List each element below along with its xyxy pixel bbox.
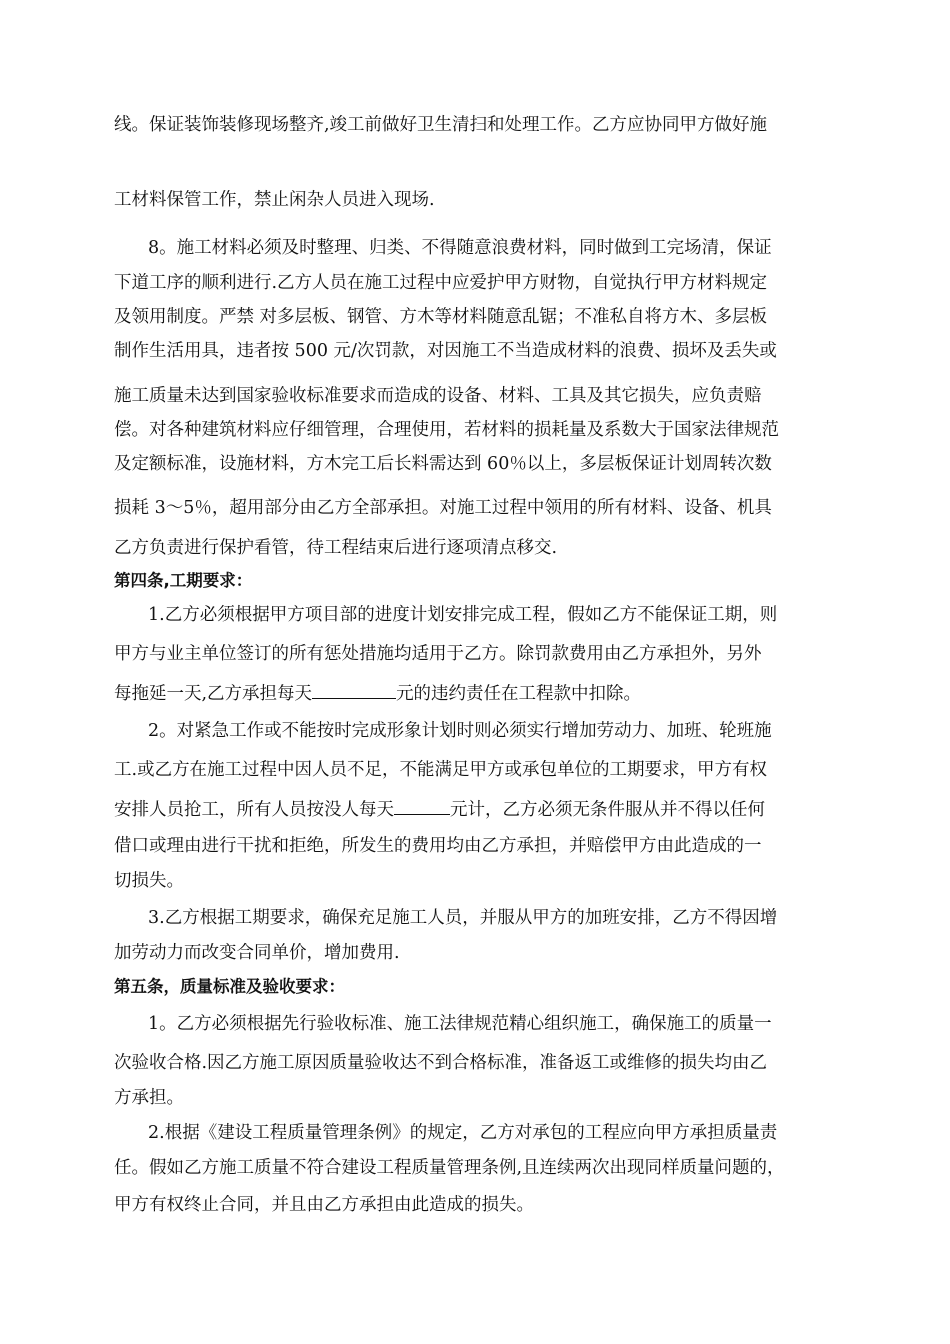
text-line: 损耗 3～5％，超用部分由乙方全部承担。对施工过程中领用的所有材料、设备、机具 (114, 498, 772, 518)
text-line: 加劳动力而改变合同单价，增加费用. (114, 943, 400, 963)
section-heading: 第四条,工期要求： (114, 571, 253, 590)
fill-in-blank[interactable] (312, 684, 396, 699)
text-line: 2。对紧急工作或不能按时完成形象计划时则必须实行增加劳动力、加班、轮班施 (148, 721, 772, 741)
text-line: 次验收合格.因乙方施工原因质量验收达不到合格标准，准备返工或维修的损失均由乙 (114, 1053, 768, 1073)
text-line: 2.根据《建设工程质量管理条例》的规定，乙方对承包的工程应向甲方承担质量责 (148, 1123, 778, 1143)
text-line: 偿。对各种建筑材料应仔细管理，合理使用，若材料的损耗量及系数大于国家法律规范 (114, 420, 779, 440)
text-line: 甲方有权终止合同，并且由乙方承担由此造成的损失。 (114, 1195, 534, 1215)
text-line: 甲方与业主单位签订的所有惩处措施均适用于乙方。除罚款费用由乙方承担外，另外 (114, 644, 762, 664)
text-line: 施工质量未达到国家验收标准要求而造成的设备、材料、工具及其它损失，应负责赔 (114, 386, 762, 406)
text-line-with-blank (114, 684, 641, 704)
fill-in-blank[interactable] (394, 800, 450, 815)
text-line: 及定额标准，设施材料，方木完工后长料需达到 60％以上，多层板保证计划周转次数 (114, 454, 772, 474)
text-line: 制作生活用具，违者按 500 元/次罚款，对因施工不当造成材料的浪费、损坏及丢失或 (114, 341, 777, 361)
text-line: 3.乙方根据工期要求，确保充足施工人员，并服从甲方的加班安排，乙方不得因增 (148, 908, 778, 928)
text-line: 工材料保管工作，禁止闲杂人员进入现场. (114, 190, 435, 210)
text-line: 工.或乙方在施工过程中因人员不足，不能满足甲方或承包单位的工期要求，甲方有权 (114, 760, 768, 780)
text-segment: 元计，乙方必须无条件服从并不得以任何 (450, 800, 765, 820)
text-segment: 元的违约责任在工程款中扣除。 (396, 684, 642, 704)
text-line: 1.乙方必须根据甲方项目部的进度计划安排完成工程，假如乙方不能保证工期，则 (148, 605, 778, 625)
text-line: 8。施工材料必须及时整理、归类、不得随意浪费材料，同时做到工完场清，保证 (148, 238, 772, 258)
text-segment: 安排人员抢工，所有人员按没人每天 (114, 800, 394, 820)
text-line: 1。乙方必须根据先行验收标准、施工法律规范精心组织施工，确保施工的质量一 (148, 1014, 772, 1034)
text-line: 乙方负责进行保护看管，待工程结束后进行逐项清点移交. (114, 538, 558, 558)
text-line: 线。保证装饰装修现场整齐,竣工前做好卫生清扫和处理工作。乙方应协同甲方做好施 (114, 115, 768, 135)
text-line: 任。假如乙方施工质量不符合建设工程质量管理条例,且连续两次出现同样质量问题的， (114, 1158, 785, 1178)
text-line: 切损失。 (114, 871, 184, 891)
section-heading: 第五条，质量标准及验收要求： (114, 977, 345, 996)
text-line: 借口或理由进行干扰和拒绝，所发生的费用均由乙方承担，并赔偿甲方由此造成的一 (114, 836, 762, 856)
text-line: 及领用制度。严禁 对多层板、钢管、方木等材料随意乱锯；不准私自将方木、多层板 (114, 307, 768, 327)
text-line: 方承担。 (114, 1088, 184, 1108)
text-line: 下道工序的顺利进行.乙方人员在施工过程中应爱护甲方财物，自觉执行甲方材料规定 (114, 273, 768, 293)
text-line-with-blank (114, 800, 765, 820)
text-segment: 每拖延一天,乙方承担每天 (114, 684, 313, 704)
